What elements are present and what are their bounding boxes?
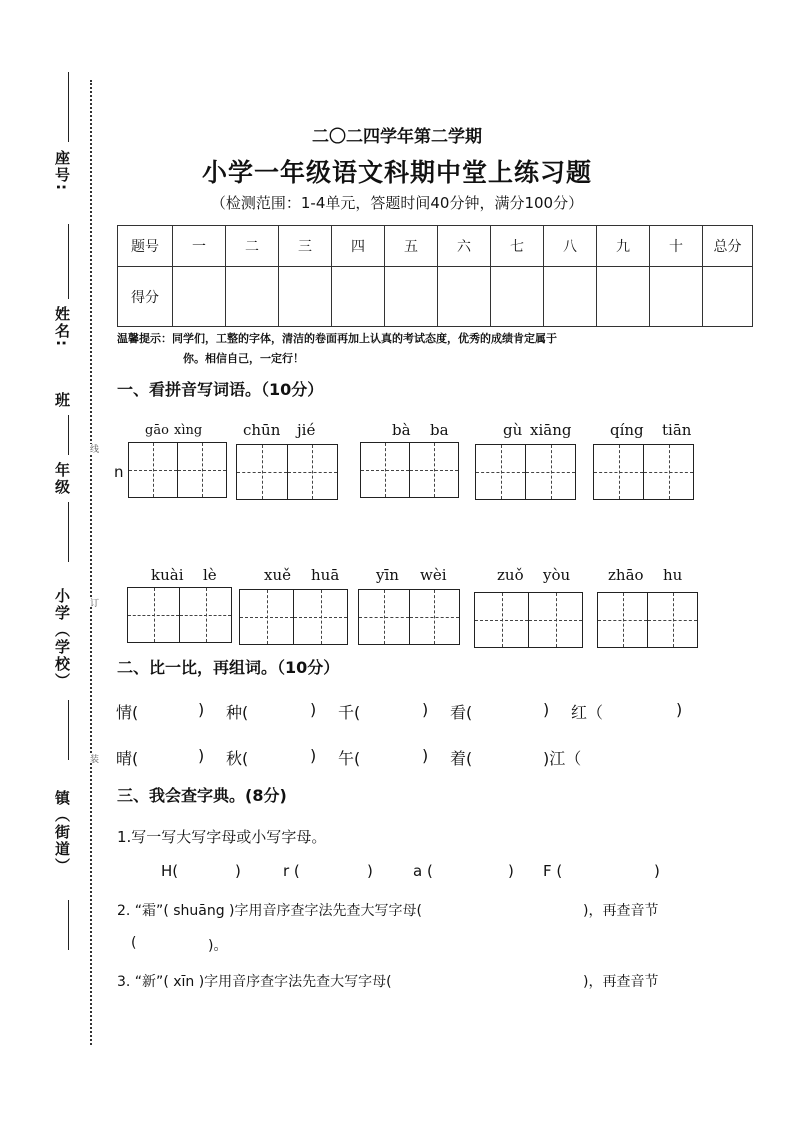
tianzige-box[interactable] [593,444,694,500]
binding-line [68,415,69,455]
question-2-tail: )，再查音节 [583,903,659,919]
compare-item: )江（ [543,749,582,768]
pinyin-syllable: gù [503,421,523,439]
tianzige-box[interactable] [127,587,232,643]
compare-blank-close[interactable]: ) [198,700,205,719]
pinyin-syllable: chūn [243,421,281,439]
school-label: 小学（学校） [53,588,71,690]
pinyin-syllable: gāo [145,423,169,438]
column-2: 二 [226,226,279,267]
compare-item: 种( [226,703,249,722]
score-cell[interactable] [385,267,438,327]
semester-title: 二〇二四学年第二学期 [312,127,482,147]
score-cell[interactable] [438,267,491,327]
compare-item: 晴( [116,749,139,768]
letter-blank-close[interactable]: ) [367,862,373,880]
pinyin-syllable: tiān [662,421,692,439]
binding-line [68,900,69,950]
compare-item: 秋( [226,749,249,768]
section3-title: 三、我会查字典。(8分) [117,786,287,805]
grade-label: 年级 [53,462,71,496]
letter-item: a ( [413,862,433,880]
section2-title: 二、比一比，再组词。（10分） [117,658,340,677]
pinyin-syllable: yīn [376,566,399,584]
pinyin-syllable: xuě [264,566,291,584]
pinyin-syllable: qíng [610,421,644,439]
pinyin-syllable: jié [297,421,316,439]
compare-blank-close[interactable]: ) [422,746,429,765]
compare-blank-close[interactable]: ) [310,700,317,719]
score-table-score-row [118,267,753,327]
letter-item: H( [161,862,179,880]
pinyin-syllable: kuài [151,566,184,584]
binding-line [68,700,69,760]
compare-blank-close[interactable]: ) [543,700,550,719]
cut-line [90,80,92,1045]
column-3: 三 [279,226,332,267]
score-cell[interactable] [279,267,332,327]
score-table [117,225,753,327]
warm-tip-line1: 温馨提示：同学们，工整的字体，清洁的卷面再加上认真的考试态度，优秀的成绩肯定属于 [117,332,557,345]
pinyin-syllable: ba [430,421,449,439]
pinyin-syllable: zuǒ [497,566,524,584]
binding-line [68,502,69,562]
cut-label-xian: 线 [88,444,98,453]
seat-label: 座号: [53,150,71,192]
letter-item: r ( [283,862,300,880]
compare-item: 情( [116,703,139,722]
pinyin-syllable: xiāng [530,421,572,439]
score-cell[interactable] [597,267,650,327]
column-9: 九 [597,226,650,267]
pinyin-syllable: wèi [420,566,447,584]
score-cell[interactable] [226,267,279,327]
section1-title: 一、看拼音写词语。（10分） [117,380,324,399]
pinyin-syllable: zhāo [608,566,644,584]
score-cell[interactable] [173,267,226,327]
question-2-blank-open[interactable]: ( [131,935,137,951]
pinyin-syllable: huā [311,566,340,584]
score-table-header-row [118,226,753,267]
pinyin-syllable: lè [203,566,217,584]
compare-item: 红（ [571,703,604,722]
question-2-blank-close: )。 [208,938,228,954]
warm-tip-line2: 你。相信自己，一定行！ [183,352,304,365]
tianzige-box[interactable] [128,442,227,498]
question-3: 3. “新”( xīn )字用音序查字法先查大写字母( [117,974,392,990]
tianzige-box[interactable] [236,444,338,500]
compare-item: 千( [338,703,361,722]
tianzige-box[interactable] [239,589,348,645]
letter-item: F ( [543,862,563,880]
class-label: 班 [53,392,71,409]
score-cell[interactable] [544,267,597,327]
column-5: 五 [385,226,438,267]
compare-item: 着( [450,749,473,768]
exam-scope: （检测范围：1-4单元，答题时间40分钟，满分100分） [210,194,584,212]
letter-blank-close[interactable]: ) [654,862,660,880]
stray-letter: n [114,463,124,481]
tianzige-box[interactable] [597,592,698,648]
tianzige-box[interactable] [360,442,459,498]
warm-tip [117,329,737,369]
town-label: 镇（街道） [53,790,71,875]
pinyin-syllable: yòu [543,566,571,584]
name-label: 姓名: [53,306,71,348]
question-2: 2. “霜”( shuāng )字用音序查字法先查大写字母( [117,903,422,919]
score-cell[interactable] [491,267,544,327]
column-6: 六 [438,226,491,267]
pinyin-syllable: hu [663,566,683,584]
letter-blank-close[interactable]: ) [235,862,241,880]
question-3-tail: )，再查音节 [583,974,659,990]
tianzige-box[interactable] [475,444,576,500]
column-4: 四 [332,226,385,267]
score-label: 得分 [118,267,173,327]
letter-blank-close[interactable]: ) [508,862,514,880]
binding-line [68,224,69,299]
column-8: 八 [544,226,597,267]
compare-blank-close[interactable]: ) [422,700,429,719]
pinyin-syllable: bà [392,421,411,439]
compare-item: 看( [450,703,473,722]
compare-item: 午( [338,749,361,768]
cut-label-ding: 订 [88,598,98,607]
score-cell[interactable] [703,267,753,327]
score-cell[interactable] [650,267,703,327]
tianzige-box[interactable] [474,592,583,648]
column-1: 一 [173,226,226,267]
column-total: 总分 [703,226,753,267]
compare-blank-close[interactable]: ) [676,700,683,719]
pinyin-syllable: xìng [174,423,203,438]
compare-blank-close[interactable]: ) [310,746,317,765]
cut-label-zhuang: 装 [88,754,98,763]
column-10: 十 [650,226,703,267]
score-cell[interactable] [332,267,385,327]
question-number-label: 题号 [118,226,173,267]
question-1: 1.写一写大写字母或小写字母。 [117,828,327,846]
page-title: 小学一年级语文科期中堂上练习题 [201,158,592,187]
tianzige-box[interactable] [358,589,460,645]
column-7: 七 [491,226,544,267]
compare-blank-close[interactable]: ) [198,746,205,765]
